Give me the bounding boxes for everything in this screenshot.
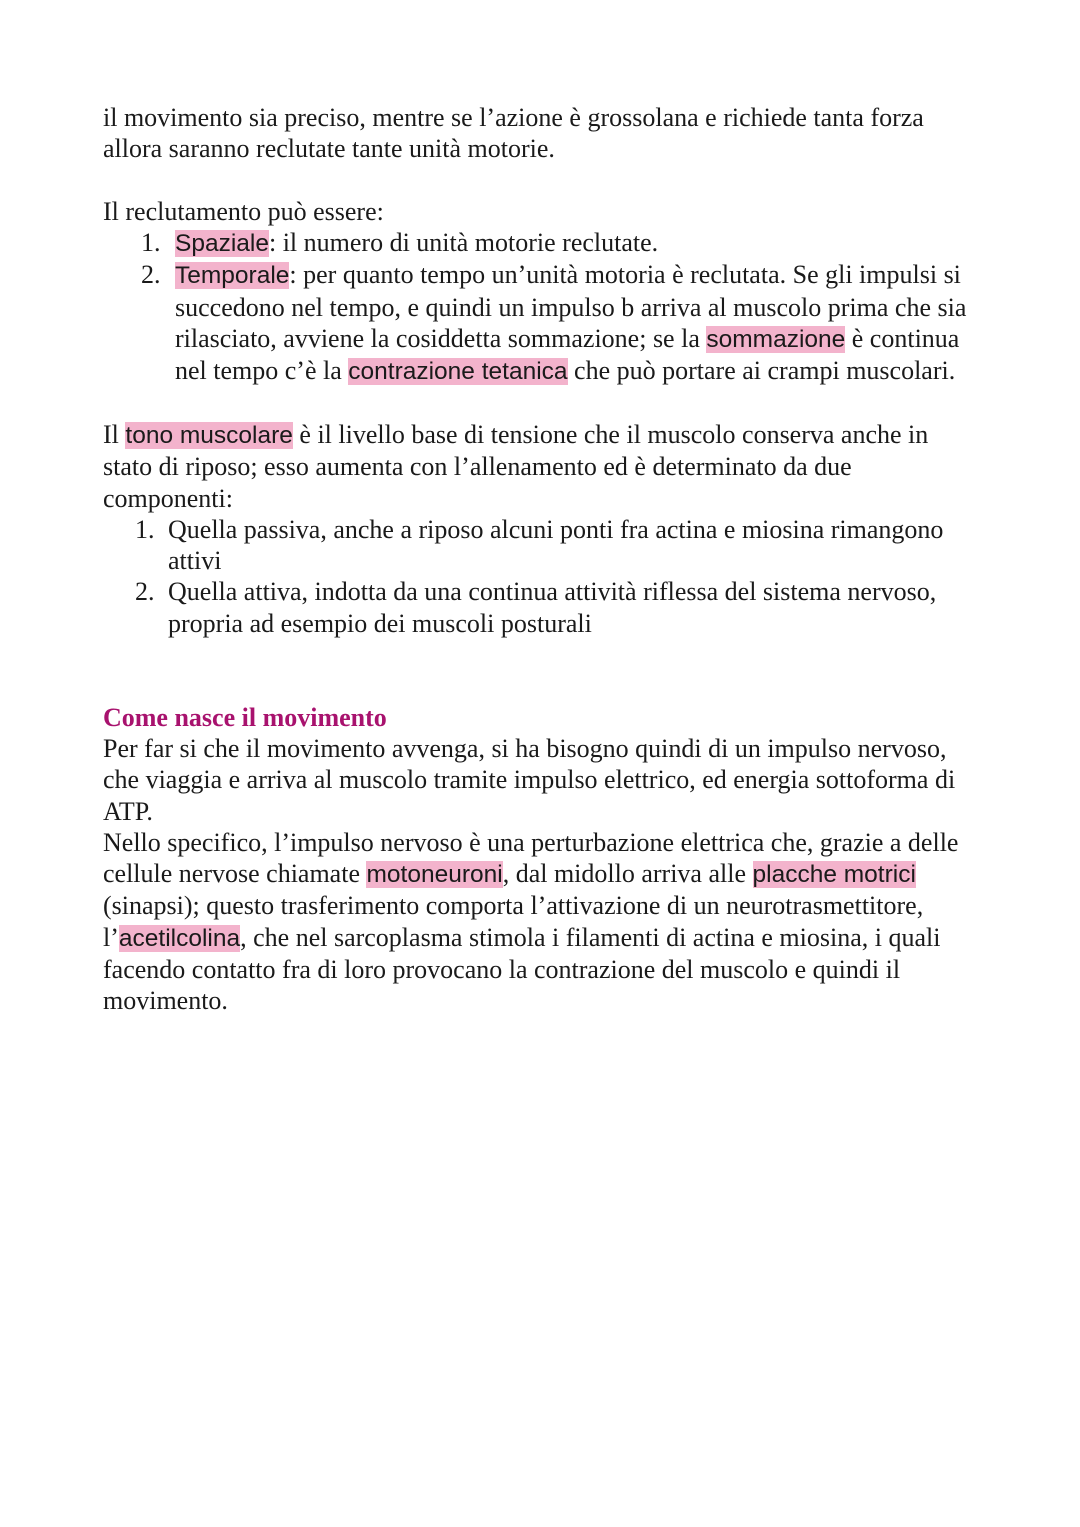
list-item	[103, 227, 983, 259]
section-heading: Come nasce il movimento	[103, 702, 387, 732]
list-item	[103, 514, 983, 577]
list-text: che può portare ai crampi muscolari.	[567, 356, 956, 386]
spacer	[103, 165, 983, 196]
paragraph-text: (sinapsi); questo trasferimento comporta l’attivazione di un neurotrasmettitore, l’	[103, 891, 924, 952]
intro-paragraph: il movimento sia preciso, mentre se l’azione è grossolana e richiede tanta forza allora saranno reclutate tante unità motorie.	[103, 103, 924, 164]
highlight-term: contrazione tetanica	[348, 358, 568, 386]
highlight-term: acetilcolina	[118, 924, 241, 952]
highlight-term: Temporale	[175, 262, 290, 290]
list-item	[103, 259, 983, 387]
recruitment-intro: Il reclutamento può essere:	[103, 196, 384, 226]
list-text: Quella attiva, indotta da una continua attività riflessa del sistema nervoso, propria ad esempio dei muscoli posturali	[168, 577, 937, 638]
spacer	[103, 388, 983, 419]
list-number: 1.	[141, 228, 161, 258]
list-text: è continua nel tempo c’è la	[175, 324, 960, 386]
paragraph-text: , che nel sarcoplasma stimola i filamenti di actina e miosina, i quali facendo contatto fra di loro provocano la contrazione del muscolo e quindi il movimento.	[103, 922, 941, 1016]
recruitment-list	[103, 227, 983, 387]
tone-list	[103, 514, 983, 639]
paragraph-text: Nello specifico, l’impulso nervoso è una perturbazione elettrica che, grazie a delle cellule nervose chiamate	[103, 827, 959, 889]
paragraph-text: , dal midollo arriva alle	[502, 859, 753, 889]
movement-paragraph-2	[103, 827, 983, 1017]
list-text: : per quanto tempo un’unità motoria è reclutata. Se gli impulsi si succedono nel tempo, e quindi un impulso b arriva al muscolo prima che sia rilasciato, avviene la cosiddetta sommazione; se la	[175, 260, 967, 354]
paragraph-text: è il livello base di tensione che il muscolo conserva anche in stato di riposo; esso aumenta con l’allenamento ed è determinato da due componenti:	[103, 419, 929, 513]
list-item	[103, 576, 983, 639]
list-text: : il numero di unità motorie reclutate.	[268, 228, 659, 258]
highlight-term: tono muscolare	[125, 421, 293, 449]
document-page	[103, 102, 983, 1017]
list-number: 1.	[135, 514, 155, 544]
paragraph-text: Il	[103, 419, 126, 449]
movement-paragraph-1: Per far si che il movimento avvenga, si ha bisogno quindi di un impulso nervoso, che viaggia e arriva al muscolo tramite impulso elettrico, ed energia sottoforma di ATP.	[103, 733, 956, 826]
list-text: Quella passiva, anche a riposo alcuni ponti fra actina e miosina rimangono attivi	[168, 514, 944, 576]
highlight-term: motoneuroni	[366, 861, 503, 889]
spacer	[103, 639, 983, 702]
tone-paragraph	[103, 419, 983, 514]
highlight-term: Spaziale	[175, 230, 269, 258]
highlight-term: placche motrici	[752, 861, 916, 889]
list-number: 2.	[135, 577, 155, 607]
highlight-term: sommazione	[706, 326, 846, 354]
list-number: 2.	[141, 260, 161, 290]
